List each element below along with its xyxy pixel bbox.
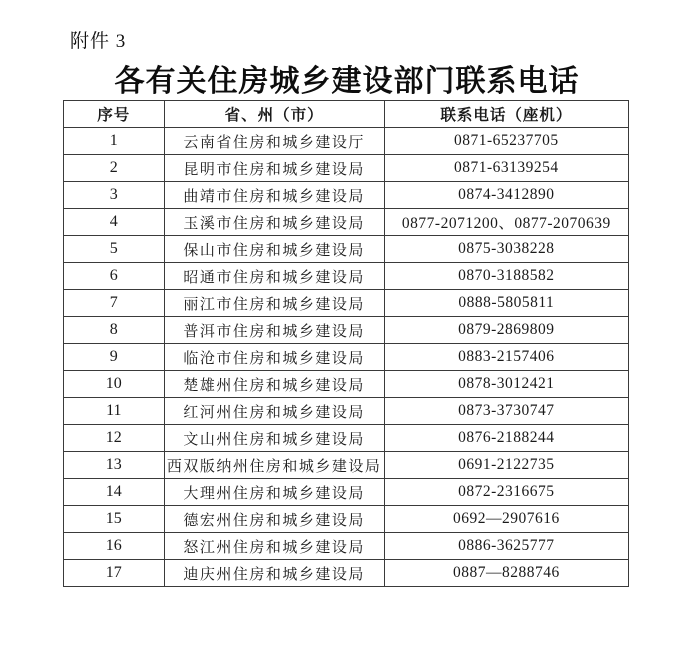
row-number-cell: 8 bbox=[64, 317, 165, 344]
table-row bbox=[64, 533, 629, 560]
department-cell: 大理州住房和城乡建设局 bbox=[164, 479, 384, 506]
table-row bbox=[64, 263, 629, 290]
phone-cell: 0877-2071200、0877-2070639 bbox=[384, 209, 628, 236]
row-number-cell: 1 bbox=[64, 128, 165, 155]
row-number-cell: 16 bbox=[64, 533, 165, 560]
department-cell: 保山市住房和城乡建设局 bbox=[164, 236, 384, 263]
table-row bbox=[64, 236, 629, 263]
phone-cell: 0883-2157406 bbox=[384, 344, 628, 371]
phone-cell: 0887—8288746 bbox=[384, 560, 628, 587]
row-number-cell: 15 bbox=[64, 506, 165, 533]
department-cell: 德宏州住房和城乡建设局 bbox=[164, 506, 384, 533]
phone-cell: 0875-3038228 bbox=[384, 236, 628, 263]
phone-cell: 0872-2316675 bbox=[384, 479, 628, 506]
attachment-label: 附件 3 bbox=[70, 31, 127, 52]
department-cell: 云南省住房和城乡建设厅 bbox=[164, 128, 384, 155]
department-cell: 楚雄州住房和城乡建设局 bbox=[164, 371, 384, 398]
phone-cell: 0878-3012421 bbox=[384, 371, 628, 398]
row-number-cell: 2 bbox=[64, 155, 165, 182]
phone-cell: 0874-3412890 bbox=[384, 182, 628, 209]
department-cell: 迪庆州住房和城乡建设局 bbox=[164, 560, 384, 587]
department-cell: 文山州住房和城乡建设局 bbox=[164, 425, 384, 452]
header-contact-phone-landline: 联系电话（座机） bbox=[384, 101, 628, 128]
department-cell: 红河州住房和城乡建设局 bbox=[164, 398, 384, 425]
table-row bbox=[64, 479, 629, 506]
table-row bbox=[64, 182, 629, 209]
table-row bbox=[64, 560, 629, 587]
header-serial-number: 序号 bbox=[64, 101, 165, 128]
row-number-cell: 12 bbox=[64, 425, 165, 452]
phone-cell: 0879-2869809 bbox=[384, 317, 628, 344]
table-row bbox=[64, 506, 629, 533]
table-row bbox=[64, 452, 629, 479]
phone-cell: 0692—2907616 bbox=[384, 506, 628, 533]
row-number-cell: 3 bbox=[64, 182, 165, 209]
table-row bbox=[64, 155, 629, 182]
phone-cell: 0871-65237705 bbox=[384, 128, 628, 155]
row-number-cell: 17 bbox=[64, 560, 165, 587]
department-cell: 西双版纳州住房和城乡建设局 bbox=[164, 452, 384, 479]
row-number-cell: 6 bbox=[64, 263, 165, 290]
contact-table bbox=[63, 100, 629, 587]
row-number-cell: 10 bbox=[64, 371, 165, 398]
table-row bbox=[64, 290, 629, 317]
phone-cell: 0888-5805811 bbox=[384, 290, 628, 317]
department-cell: 曲靖市住房和城乡建设局 bbox=[164, 182, 384, 209]
table-row bbox=[64, 209, 629, 236]
table-row bbox=[64, 128, 629, 155]
department-cell: 昆明市住房和城乡建设局 bbox=[164, 155, 384, 182]
phone-cell: 0886-3625777 bbox=[384, 533, 628, 560]
row-number-cell: 14 bbox=[64, 479, 165, 506]
phone-cell: 0870-3188582 bbox=[384, 263, 628, 290]
department-cell: 临沧市住房和城乡建设局 bbox=[164, 344, 384, 371]
department-cell: 怒江州住房和城乡建设局 bbox=[164, 533, 384, 560]
department-cell: 普洱市住房和城乡建设局 bbox=[164, 317, 384, 344]
table-row bbox=[64, 317, 629, 344]
phone-cell: 0691-2122735 bbox=[384, 452, 628, 479]
row-number-cell: 13 bbox=[64, 452, 165, 479]
phone-cell: 0873-3730747 bbox=[384, 398, 628, 425]
table-body bbox=[64, 128, 629, 587]
table-header-row bbox=[64, 101, 629, 128]
page-title: 各有关住房城乡建设部门联系电话 bbox=[114, 65, 580, 98]
table-row bbox=[64, 425, 629, 452]
department-cell: 丽江市住房和城乡建设局 bbox=[164, 290, 384, 317]
header-province-prefecture-city: 省、州（市） bbox=[164, 101, 384, 128]
phone-cell: 0871-63139254 bbox=[384, 155, 628, 182]
row-number-cell: 7 bbox=[64, 290, 165, 317]
department-cell: 玉溪市住房和城乡建设局 bbox=[164, 209, 384, 236]
row-number-cell: 4 bbox=[64, 209, 165, 236]
table-row bbox=[64, 371, 629, 398]
table-row bbox=[64, 398, 629, 425]
phone-cell: 0876-2188244 bbox=[384, 425, 628, 452]
table-row bbox=[64, 344, 629, 371]
row-number-cell: 5 bbox=[64, 236, 165, 263]
department-cell: 昭通市住房和城乡建设局 bbox=[164, 263, 384, 290]
row-number-cell: 11 bbox=[64, 398, 165, 425]
row-number-cell: 9 bbox=[64, 344, 165, 371]
